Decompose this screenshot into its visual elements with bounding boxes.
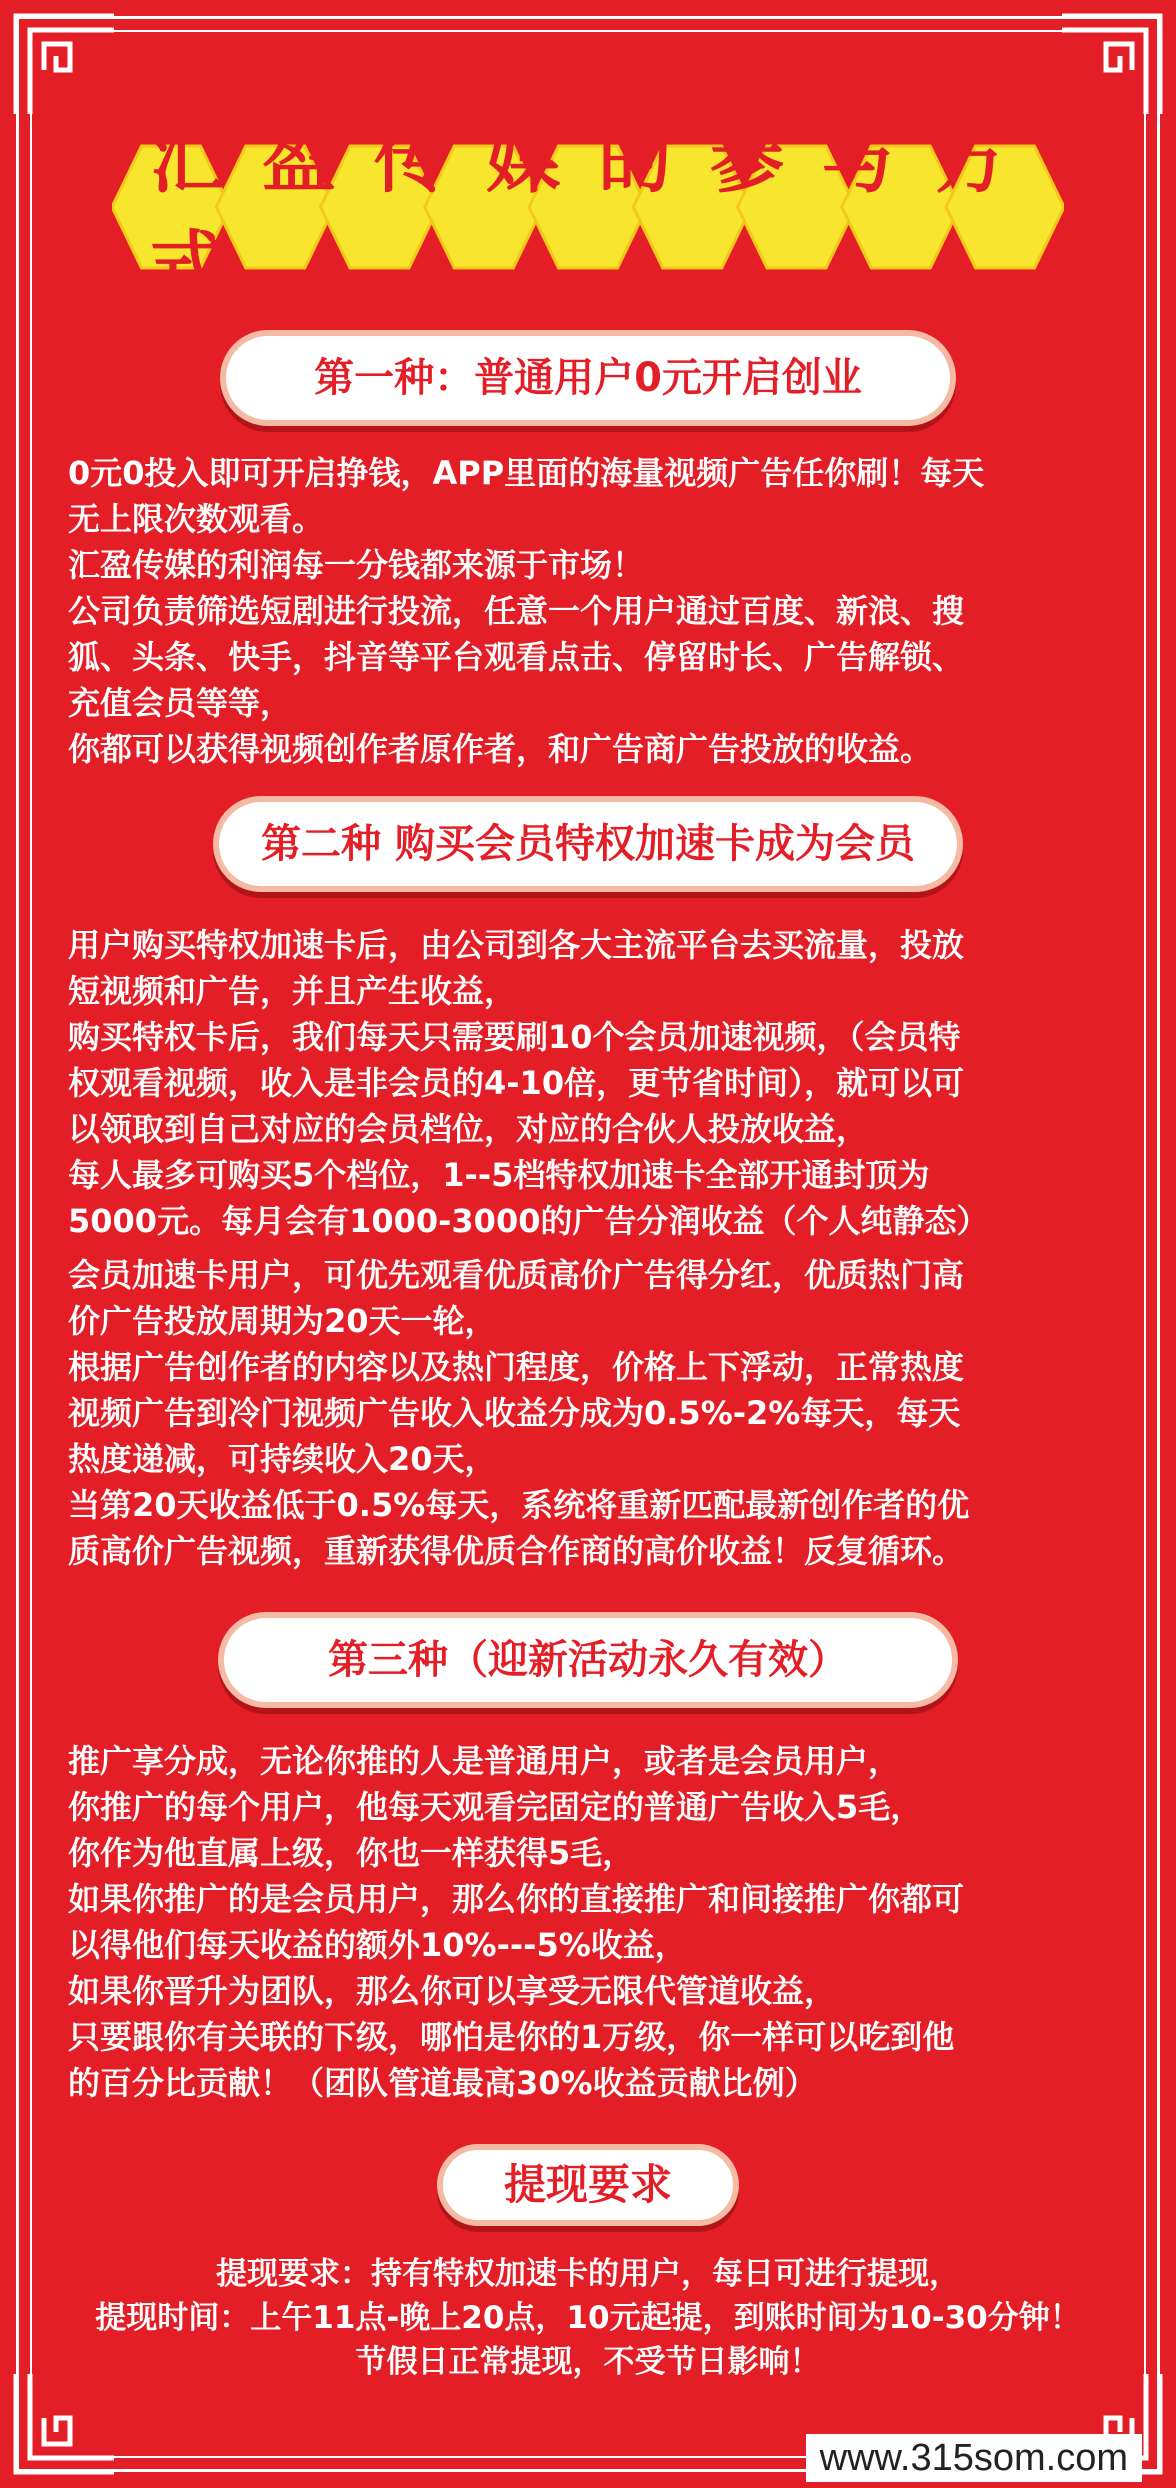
text-line: 0元0投入即可开启挣钱，APP里面的海量视频广告任你刷！每天 bbox=[68, 454, 985, 492]
section2-body bbox=[68, 922, 1108, 1574]
watermark-url: www.315som.com bbox=[806, 2434, 1142, 2482]
text-line: 无上限次数观看。 bbox=[68, 500, 325, 538]
text-line: 当第20天收益低于0.5%每天，系统将重新匹配最新创作者的优 bbox=[68, 1486, 970, 1524]
text-line: 如果你晋升为团队，那么你可以享受无限代管道收益， bbox=[68, 1972, 837, 2010]
withdraw-heading: 提现要求 bbox=[437, 2144, 739, 2226]
page-title: 汇盈传媒的参与方式 bbox=[150, 117, 1046, 309]
text-line: 你作为他直属上级，你也一样获得5毛， bbox=[68, 1834, 635, 1872]
section1-body bbox=[68, 450, 1108, 772]
text-line: 提现时间：上午11点-晚上20点，10元起提，到账时间为10-30分钟！ bbox=[95, 2300, 1081, 2336]
title-banner bbox=[112, 117, 1064, 309]
text-line: 以领取到自己对应的会员档位，对应的合伙人投放收益， bbox=[68, 1110, 869, 1148]
text-line: 每人最多可购买5个档位，1--5档特权加速卡全部开通封顶为 bbox=[68, 1156, 930, 1194]
corner-ornament-icon bbox=[10, 2368, 120, 2478]
text-line: 权观看视频，收入是非会员的4-10倍，更节省时间），就可以可 bbox=[68, 1064, 965, 1102]
text-line: 会员加速卡用户，可优先观看优质高价广告得分红，优质热门高 bbox=[68, 1256, 965, 1294]
text-line: 5000元。每月会有1000-3000的广告分润收益（个人纯静态） bbox=[68, 1202, 989, 1240]
text-line: 如果你推广的是会员用户，那么你的直接推广和间接推广你都可 bbox=[68, 1880, 965, 1918]
text-line: 价广告投放周期为20天一轮， bbox=[68, 1302, 497, 1340]
text-line: 汇盈传媒的利润每一分钱都来源于市场！ bbox=[68, 546, 645, 584]
section1-heading: 第一种：普通用户0元开启创业 bbox=[220, 330, 956, 426]
section2-heading: 第二种 购买会员特权加速卡成为会员 bbox=[213, 796, 963, 892]
text-line: 以得他们每天收益的额外10%---5%收益， bbox=[68, 1926, 687, 1964]
text-line: 只要跟你有关联的下级，哪怕是你的1万级，你一样可以吃到他 bbox=[68, 2018, 955, 2056]
text-line: 狐、头条、快手，抖音等平台观看点击、停留时长、广告解锁、 bbox=[68, 638, 965, 676]
section3-heading: 第三种（迎新活动永久有效） bbox=[218, 1612, 958, 1708]
text-line: 公司负责筛选短剧进行投流，任意一个用户通过百度、新浪、搜 bbox=[68, 592, 965, 630]
text-line: 推广享分成，无论你推的人是普通用户，或者是会员用户， bbox=[68, 1742, 901, 1780]
text-line: 短视频和广告，并且产生收益， bbox=[68, 972, 517, 1010]
text-line: 提现要求：持有特权加速卡的用户，每日可进行提现， bbox=[216, 2256, 960, 2292]
text-line: 充值会员等等， bbox=[68, 684, 293, 722]
withdraw-body bbox=[40, 2252, 1136, 2384]
text-line: 热度递减，可持续收入20天， bbox=[68, 1440, 497, 1478]
text-line: 你都可以获得视频创作者原作者，和广告商广告投放的收益。 bbox=[68, 730, 933, 768]
text-line: 节假日正常提现，不受节日影响！ bbox=[355, 2344, 821, 2380]
text-line: 质高价广告视频，重新获得优质合作商的高价收益！反复循环。 bbox=[68, 1532, 965, 1570]
corner-ornament-icon bbox=[10, 10, 120, 120]
text-line: 视频广告到冷门视频广告收入收益分成为0.5%-2%每天，每天 bbox=[68, 1394, 961, 1432]
text-line: 根据广告创作者的内容以及热门程度，价格上下浮动，正常热度 bbox=[68, 1348, 965, 1386]
section3-body bbox=[68, 1738, 1108, 2106]
text-line: 购买特权卡后，我们每天只需要刷10个会员加速视频，（会员特 bbox=[68, 1018, 961, 1056]
text-line: 你推广的每个用户，他每天观看完固定的普通广告收入5毛， bbox=[68, 1788, 923, 1826]
text-line: 用户购买特权加速卡后，由公司到各大主流平台去买流量，投放 bbox=[68, 926, 965, 964]
text-line: 的百分比贡献！（团队管道最高30%收益贡献比例） bbox=[68, 2064, 817, 2102]
corner-ornament-icon bbox=[1056, 10, 1166, 120]
